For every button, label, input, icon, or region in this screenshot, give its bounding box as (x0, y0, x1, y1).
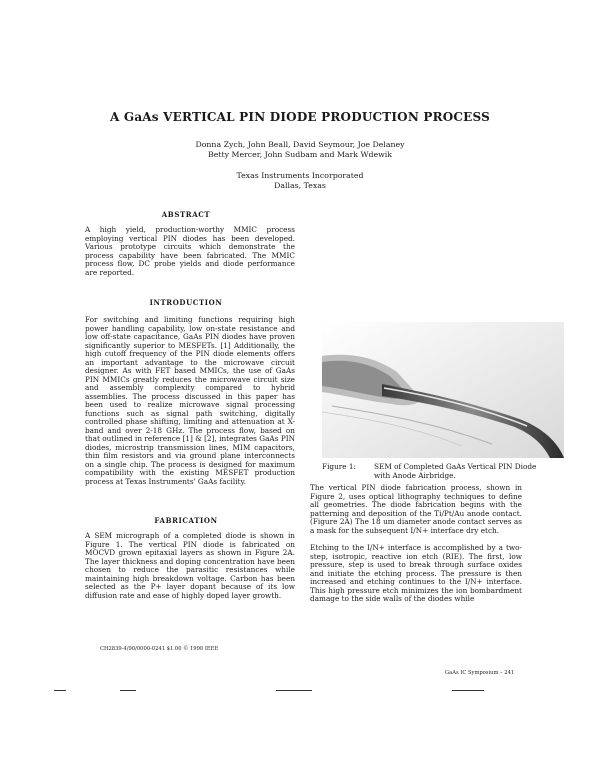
sem-micrograph-figure (322, 322, 564, 458)
fabrication-text: A SEM micrograph of a completed diode is shown in Figure 1. The vertical PIN diode is fabricated on MOCVD grown epitaxial layers as shown in Figure 2A. The layer thickness and doping concentration have been chosen to reduce the parasitic resistances while maintaining high breakdown voltage. Carbon has been selected as the P+ layer dopant because of its low diffusion rate and ease of highly doped layer growth. (85, 531, 295, 600)
crop-mark (452, 690, 484, 691)
paper-title: A GaAs VERTICAL PIN DIODE PRODUCTION PROCESS (109, 110, 490, 124)
author-list (0, 140, 600, 160)
right-column-paragraph-2: Etching to the I/N+ interface is accomplished by a two-step, isotropic, reactive ion etch (RIE). The first, low pressure, step is used to break through surface oxides and initiate the etching process. The pressure is then increased and etching continues to the I/N+ interface. This high pressure etch minimizes the ion bombardment damage to the side walls of the diodes while (310, 543, 522, 603)
crop-mark (54, 690, 66, 691)
right-column-paragraph-1: The vertical PIN diode fabrication process, shown in Figure 2, uses optical lithography techniques to define all geometries. The diode fabrication begins with the patterning and deposition of the Ti/Pt/Au anode contact. (Figure 2A) The 18 um diameter anode contact serves as a mask for the subsequent I/N+ interface dry etch. (310, 483, 522, 535)
abstract-text: A high yield, production-worthy MMIC process employing vertical PIN diodes has been developed. Various prototype circuits which demonstrate the process capability have been fabricated. The MMIC process flow, DC probe yields and diode performance are reported. (85, 225, 295, 277)
footer-page-number: GaAs IC Symposium – 241 (445, 670, 515, 676)
authors-line-2: Betty Mercer, John Sudbam and Mark Wdewik (207, 150, 393, 159)
abstract-heading: ABSTRACT (161, 210, 211, 219)
crop-mark (276, 690, 312, 691)
introduction-text: For switching and limiting functions requiring high power handling capability, low on-state resistance and low off-state capacitance, GaAs PIN diodes have proven significantly superior to MESFETs. [1] Additionally, the high cutoff frequency of the PIN diode elements offers an important advantage to the microwave circuit designer. As with FET based MMICs, the use of GaAs PIN MMICs greatly reduces the microwave circuit size and assembly complexity compared to hybrid assemblies. The process discussed in this paper has been used to realize microwave signal processing functions such as signal path switching, digitally controlled phase shifting, limiting and attenuation at X-band and over 2-18 GHz. The process flow, based on that outlined in reference [1] & [2], integrates GaAs PIN diodes, microstrip transmission lines, MIM capacitors, thin film resistors and via ground plane interconnects on a single chip. The process is designed for maximum compatibility with the existing MESFET production process at Texas Instruments' GaAs facility. (85, 315, 295, 486)
figure-caption-text: SEM of Completed GaAs Vertical PIN Diode with Anode Airbridge. (374, 462, 537, 480)
crop-mark (120, 690, 136, 691)
affiliation (0, 171, 600, 191)
footer-copyright: CH2839-4/90/0000-0241 $1.00 © 1990 IEEE (100, 646, 219, 652)
figure-caption (322, 462, 564, 482)
fabrication-heading: FABRICATION (154, 516, 218, 525)
introduction-heading: INTRODUCTION (149, 298, 223, 307)
authors-line-1: Donna Zych, John Beall, David Seymour, Joe Delaney (195, 140, 405, 149)
affiliation-line-1: Texas Instruments Incorporated (236, 171, 364, 180)
figure-label: Figure 1: (322, 462, 356, 471)
affiliation-line-2: Dallas, Texas (274, 181, 326, 190)
